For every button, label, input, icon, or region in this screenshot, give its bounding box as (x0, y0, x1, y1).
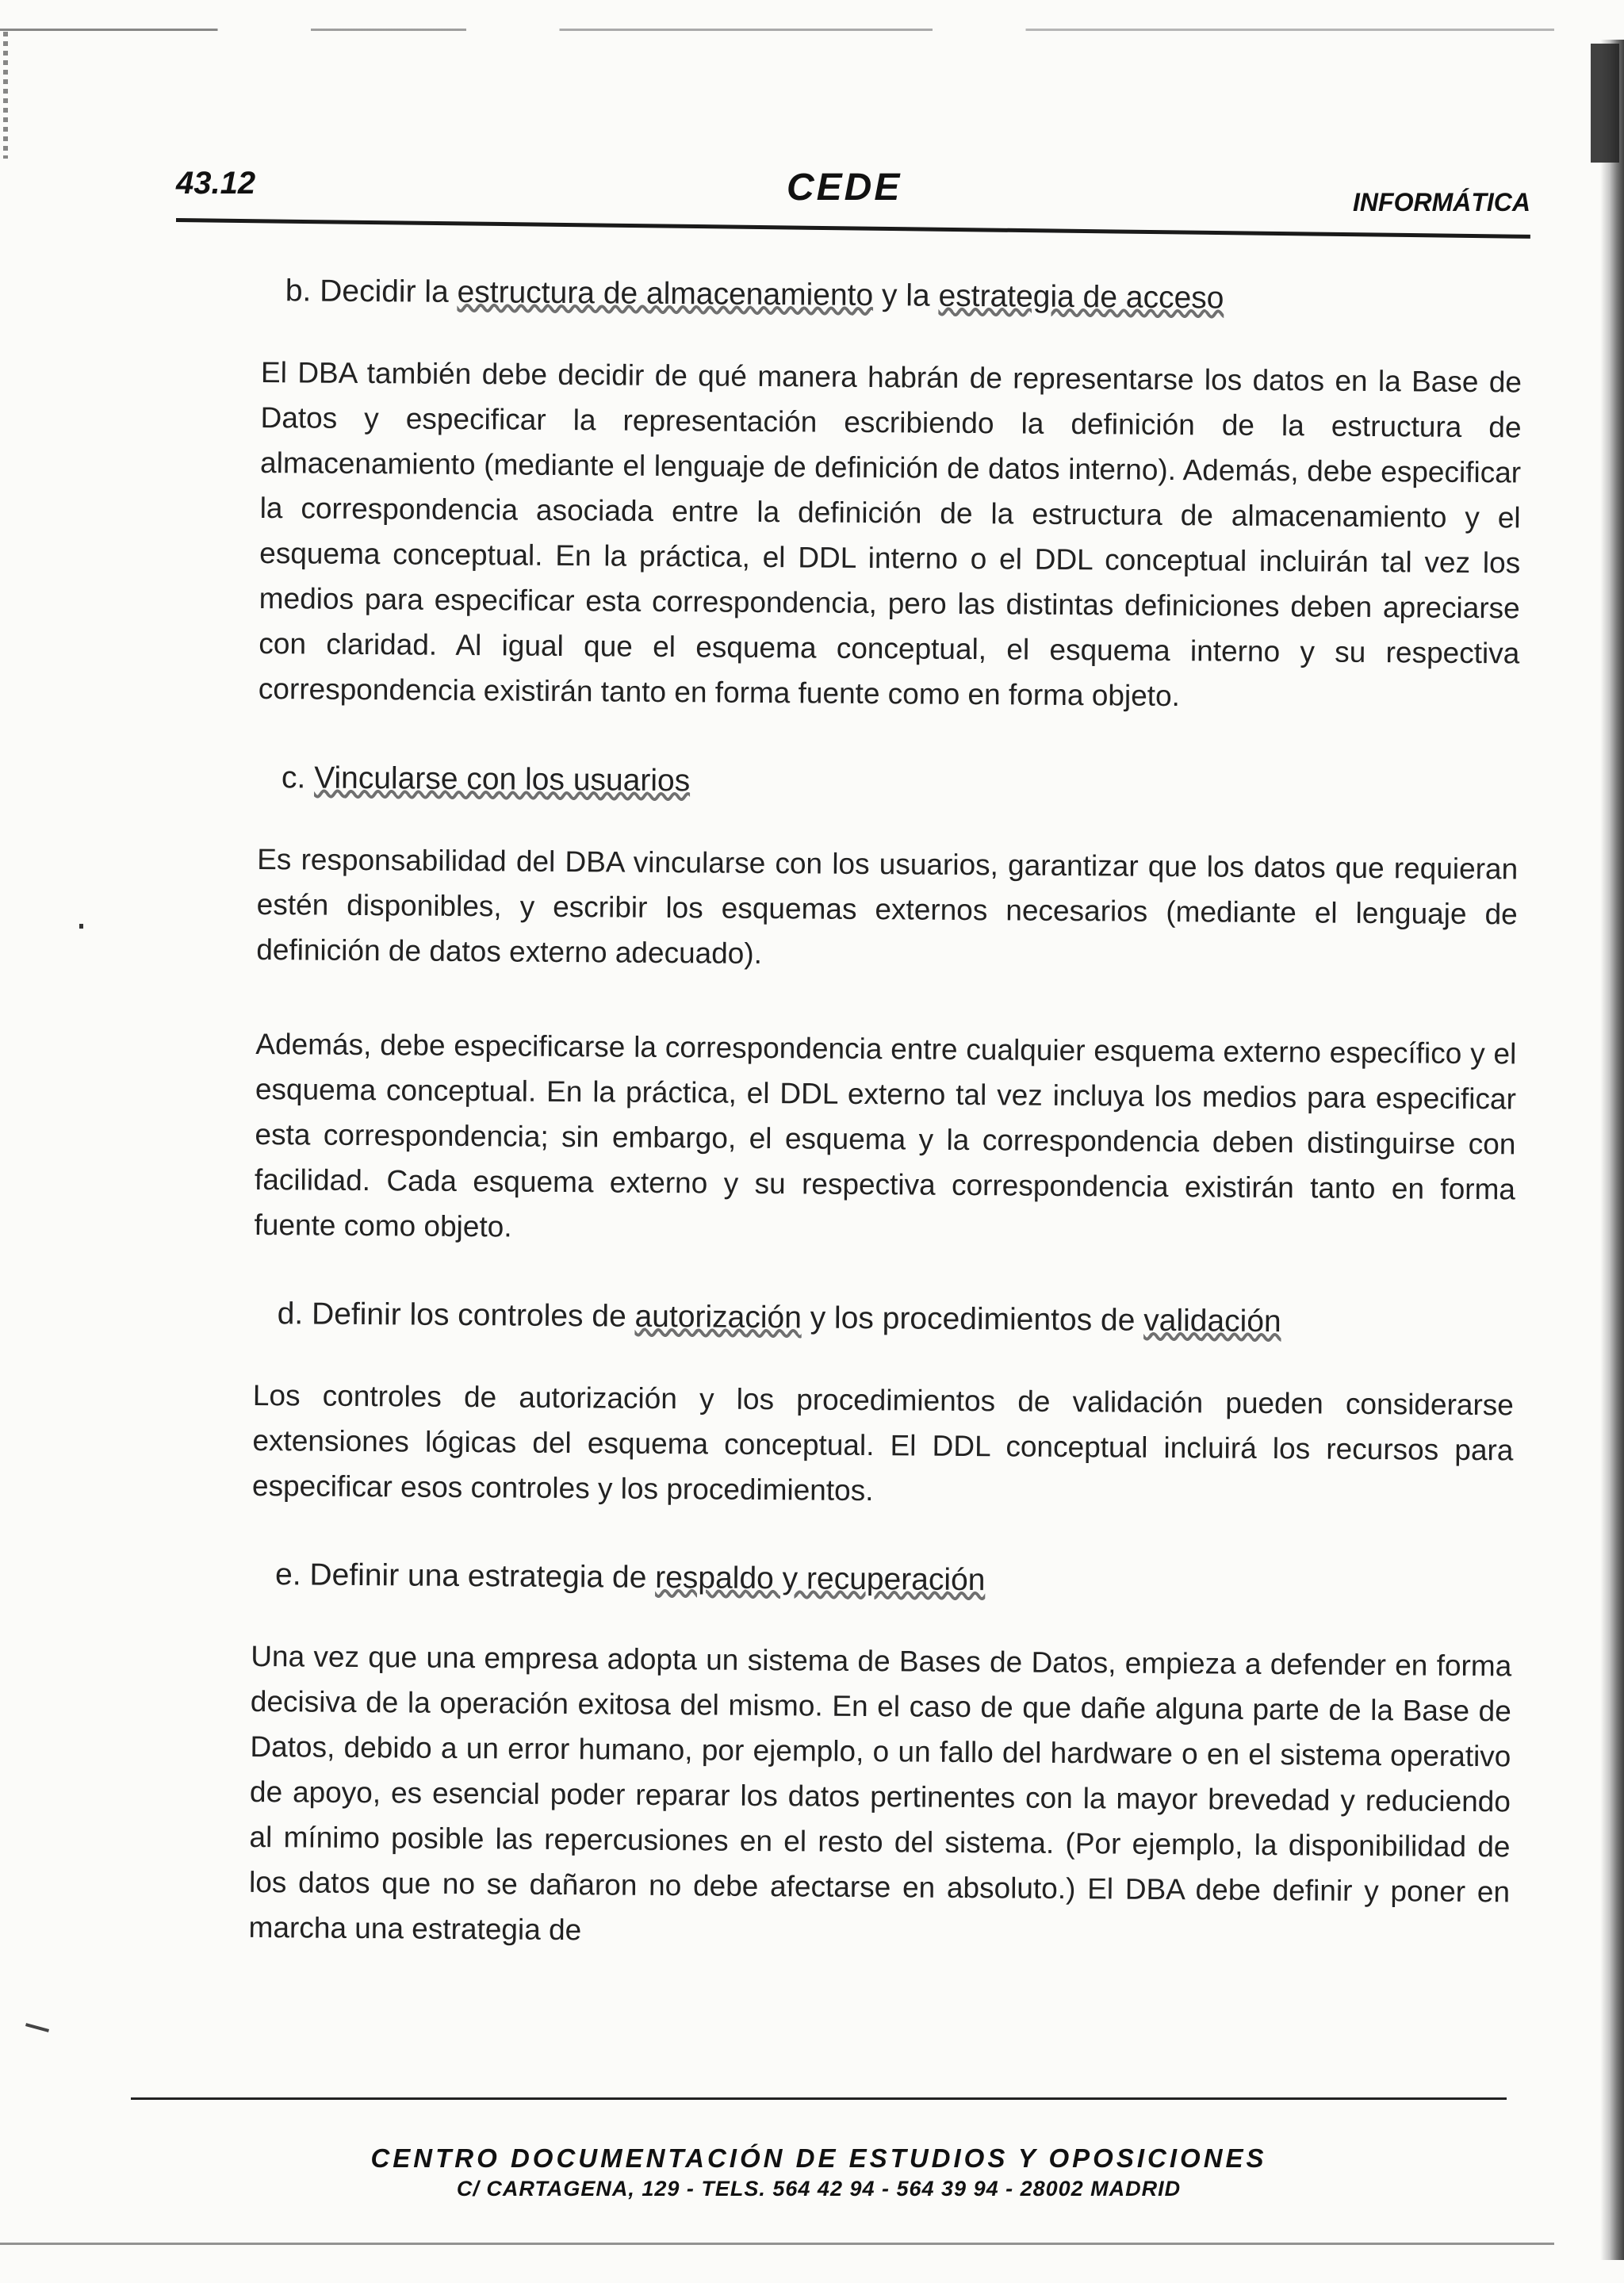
footer-address: C/ CARTAGENA, 129 - TELS. 564 42 94 - 564 39 94 - 28002 MADRID (456, 2177, 1182, 2201)
heading-text: d. Definir los controles de (277, 1297, 635, 1334)
heading-underlined-text: estrategia de acceso (938, 278, 1224, 316)
paragraph: Es responsabilidad del DBA vincularse con los usuarios, garantizar que los datos que requieran estén disponibles, y escribir los esquemas externos necesarios (mediante el lenguaje de definición de datos externo adecuado). (256, 842, 1519, 970)
scan-left-edge (3, 32, 8, 159)
paragraph: Los controles de autorización y los procedimientos de validación pueden considerarse extensiones lógicas del esquema conceptual. El DDL conceptual incluirá los recursos para especificar esos controles y los procedimientos. (251, 1378, 1515, 1507)
scan-top-line (0, 29, 1554, 31)
scan-bottom-line (0, 2243, 1554, 2245)
heading-underlined-text: validación (1143, 1303, 1281, 1339)
heading-text: b. Decidir la (285, 274, 458, 309)
heading-text: e. Definir una estrategia de (274, 1557, 656, 1595)
section-heading-e (275, 1557, 1512, 1602)
scan-right-spot (1591, 44, 1619, 163)
footer-rule (131, 2097, 1507, 2100)
section-heading-b (285, 274, 1522, 318)
heading-text: c. (281, 760, 315, 795)
paragraph: Además, debe especificarse la correspondencia entre cualquier esquema externo específico y el esquema conceptual. En la práctica, el DDL externo tal vez incluya los medios para especificar esta correspondencia; sin embargo, el esquema y la correspondencia deben distinguirse con facilidad. Cada esquema externo y su respectiva correspondencia existirán tanto en forma fuente como objeto. (254, 1027, 1517, 1243)
scan-mark (25, 2023, 49, 2032)
header-rule (176, 218, 1530, 239)
scan-speck (79, 924, 83, 929)
page-number: 43.12 (176, 166, 256, 201)
heading-underlined-text: estructura de almacenamiento (457, 274, 874, 313)
heading-underlined-text: autorización (634, 1299, 802, 1335)
document-body (248, 274, 1522, 2009)
section-name: INFORMÁTICA (1353, 188, 1530, 216)
page-header (176, 163, 1530, 222)
heading-underlined-text: Vincularse con los usuarios (314, 760, 691, 799)
heading-text: y los procedimientos de (801, 1300, 1144, 1338)
heading-text: y la (873, 278, 939, 313)
paragraph: El DBA también debe decidir de qué manera habrán de representarse los datos en la Base de Datos y especificar la representación escribiendo la definición de la estructura de almacenamiento (mediante el lenguaje de definición de datos interno). Además, debe especificar la correspondencia asociada entre la definición de la estructura de almacenamiento y el esquema conceptual. En la práctica, el DDL interno o el DDL conceptual incluirán tal vez los medios para especificar esta correspondencia, pero las distintas definiciones deben apreciarse con claridad. Al igual que el esquema conceptual, el esquema interno y su respectiva correspondencia existirán tanto en forma fuente como en forma objeto. (258, 355, 1522, 713)
heading-underlined-text: respaldo y recuperación (655, 1560, 986, 1598)
footer-organization: CENTRO DOCUMENTACIÓN DE ESTUDIOS Y OPOSICIONES (370, 2143, 1267, 2173)
scan-right-edge (1600, 40, 1624, 2260)
paragraph: Una vez que una empresa adopta un sistema de Bases de Datos, empieza a defender en forma decisiva de la operación exitosa del mismo. En el caso de que dañe alguna parte de la Base de Datos, debido a un error humano, por ejemplo, o un fallo del hardware o en el sistema operativo de apoyo, es esencial poder reparar los datos pertinentes con la mayor brevedad y reduciendo al mínimo posible las repercusiones en el resto del sistema. (Por ejemplo, la disponibilidad de los datos que no se dañaron no debe afectarse en absoluto.) El DBA debe definir y poner en marcha una estrategia de (248, 1639, 1512, 1947)
publisher-brand: CEDE (787, 167, 902, 209)
section-heading-d (278, 1297, 1515, 1341)
page-footer (131, 2097, 1507, 2201)
section-heading-c (282, 760, 1519, 805)
